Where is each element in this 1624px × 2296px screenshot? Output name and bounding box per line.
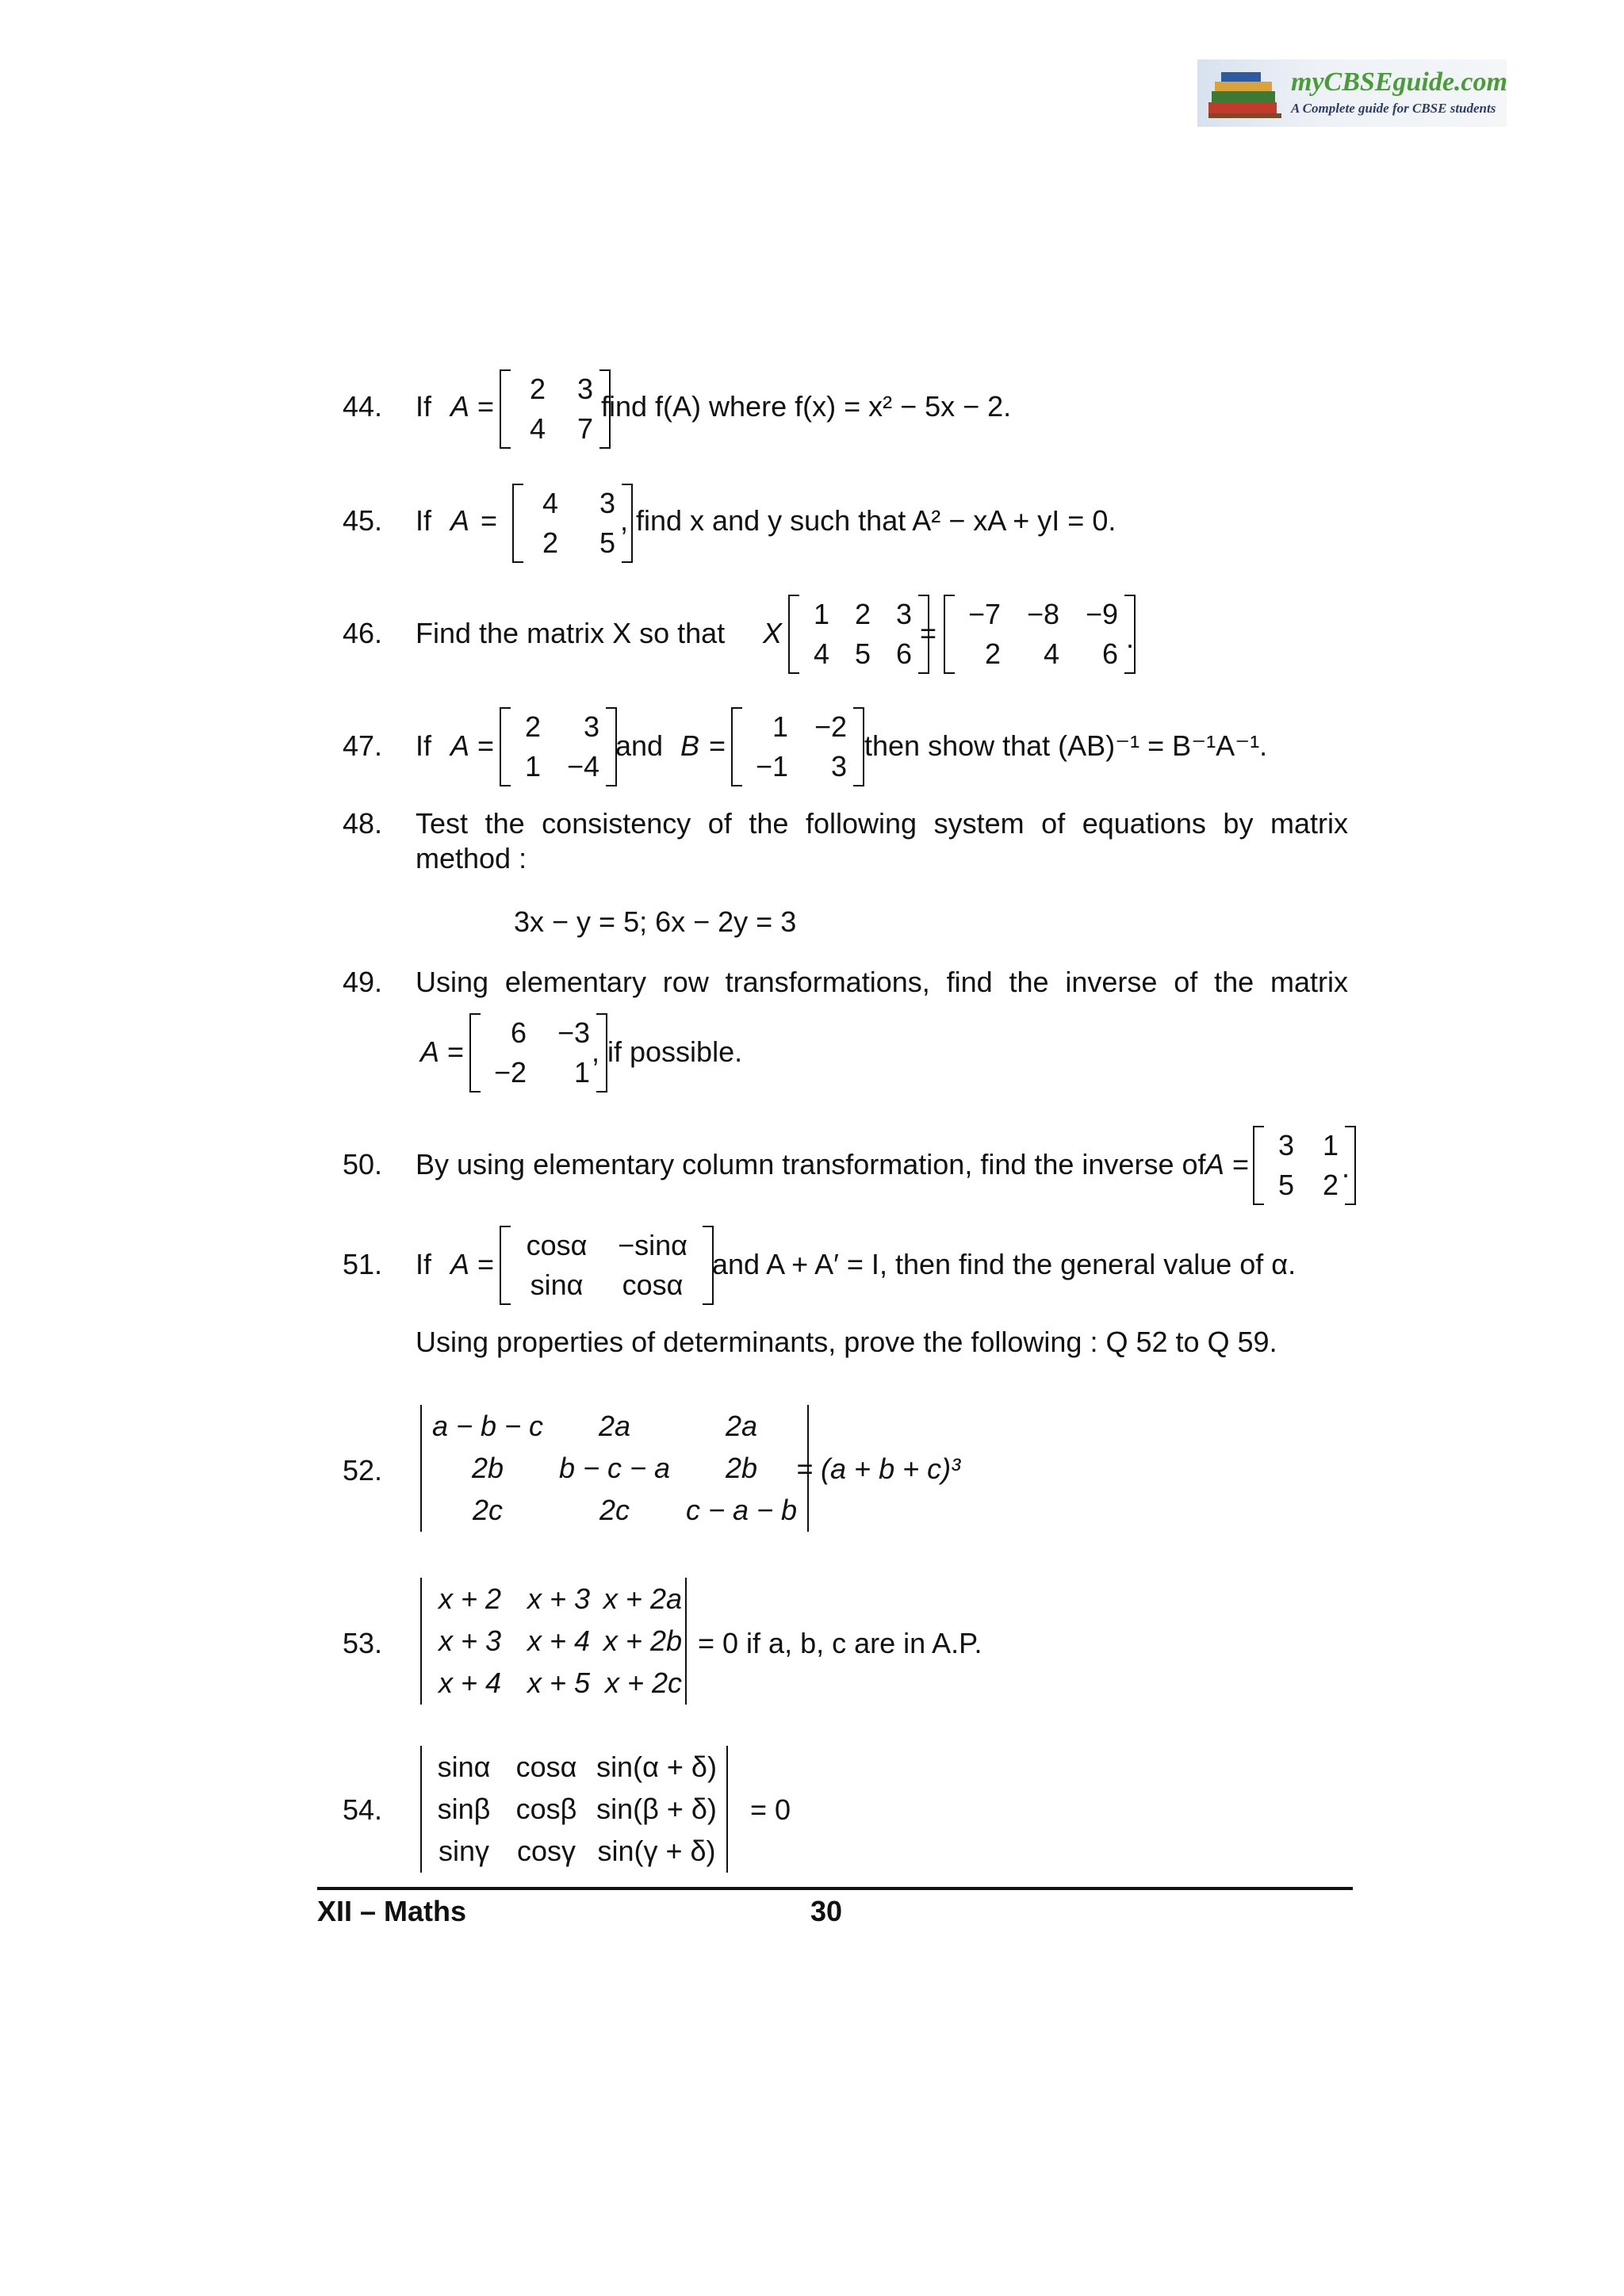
det-cell: b − c − a [558, 1451, 671, 1484]
determinant [420, 1405, 809, 1532]
matrix-cell: 3 [830, 750, 847, 783]
matrix-name: A [1205, 1148, 1225, 1181]
question-number: 54. [343, 1793, 383, 1826]
question-number: 47. [343, 729, 383, 762]
question-number: 53. [343, 1627, 383, 1659]
matrix-cell: 7 [576, 412, 593, 445]
equals-sign: = [477, 1248, 495, 1280]
matrix-cell: 2 [529, 373, 546, 405]
matrix-cell: 5 [599, 526, 615, 559]
matrix-cell: 3 [583, 710, 599, 743]
equals-sign: = [477, 390, 495, 423]
det-cell: c − a − b [685, 1494, 798, 1527]
determinant [420, 1746, 728, 1873]
matrix-cell: 2 [854, 598, 871, 630]
matrix-cell: cosα [526, 1229, 588, 1261]
matrix-name: A [450, 390, 470, 423]
matrix-name: A [450, 729, 470, 762]
matrix-cell: 3 [599, 487, 615, 519]
det-cell: x + 2a [603, 1582, 682, 1615]
section-instruction: Using properties of determinants, prove the following : Q 52 to Q 59. [416, 1326, 1277, 1358]
books-icon [1205, 67, 1285, 121]
matrix-cell: 3 [576, 373, 593, 405]
question-text: and A + A′ = I, then find the general value of α. [712, 1248, 1297, 1280]
matrix-a [512, 484, 633, 563]
if-label: If [416, 729, 432, 762]
period: . [1342, 1151, 1350, 1184]
det-cell: a − b − c [431, 1409, 544, 1442]
matrix-cell: 1 [524, 750, 541, 783]
logo-brand: myCBSEguide.com [1291, 67, 1507, 97]
det-cell: sinβ [437, 1792, 491, 1825]
matrix-cell: 4 [542, 487, 558, 519]
footer-rule [317, 1887, 1353, 1890]
matrix-cell: cosα [622, 1269, 684, 1301]
matrix-a [1253, 1126, 1356, 1205]
site-logo [1197, 59, 1507, 127]
matrix-cell: 2 [984, 637, 1001, 670]
equals-sign: = [920, 617, 937, 649]
det-cell: 2a [598, 1409, 631, 1442]
question-number: 45. [343, 504, 383, 537]
question-number: 48. [343, 807, 383, 840]
matrix-cell: sinα [530, 1269, 584, 1301]
equals-sign: = [481, 504, 498, 537]
if-label: If [416, 390, 432, 423]
matrix-cell: 4 [1043, 637, 1059, 670]
matrix-cell: 6 [1101, 637, 1118, 670]
det-cell: sin(β + δ) [596, 1792, 717, 1825]
matrix-cell: −sinα [618, 1229, 688, 1261]
question-number: 52. [343, 1454, 383, 1487]
matrix-a [469, 1013, 607, 1093]
question-number: 49. [343, 966, 383, 998]
question-text: , if possible. [592, 1035, 743, 1068]
matrix-cell: −2 [814, 710, 847, 743]
det-cell: x + 3 [527, 1582, 590, 1615]
matrix-cell: 6 [510, 1016, 527, 1049]
equals-sign: = [477, 729, 495, 762]
det-cell: x + 2c [604, 1667, 682, 1700]
question-text-cont: method : [416, 842, 527, 874]
det-cell: x + 4 [527, 1624, 590, 1657]
det-cell: sin(γ + δ) [597, 1835, 716, 1868]
matrix-cell: −2 [493, 1056, 527, 1089]
matrix-cell: 1 [1322, 1129, 1339, 1161]
result-expression: = (a + b + c)³ [796, 1452, 961, 1485]
matrix-cell: 1 [573, 1056, 590, 1089]
logo-tagline: A Complete guide for CBSE students [1291, 101, 1496, 116]
matrix-a [500, 1226, 714, 1305]
det-cell: 2c [472, 1494, 504, 1527]
matrix-cell: 5 [1277, 1169, 1294, 1201]
matrix-name: A [420, 1035, 440, 1068]
det-cell: x + 5 [527, 1667, 590, 1700]
and-label: and [615, 729, 664, 762]
question-text: Using elementary row transformations, find the inverse of the matrix [416, 966, 1348, 998]
det-cell: sinγ [438, 1835, 490, 1868]
matrix-cell: −7 [967, 598, 1001, 630]
page-number: 30 [810, 1895, 843, 1927]
matrix-a [500, 369, 611, 449]
matrix-cell: 1 [772, 710, 788, 743]
det-cell: 2a [725, 1409, 758, 1442]
matrix-cell: 3 [895, 598, 912, 630]
matrix-cell: 5 [854, 637, 871, 670]
matrix-cell: −3 [557, 1016, 590, 1049]
equals-sign: = [1232, 1148, 1250, 1181]
question-text: By using elementary column transformation, find the inverse of [416, 1148, 1206, 1181]
matrix-name: A [450, 504, 470, 537]
footer-subject: XII – Maths [317, 1895, 467, 1927]
det-cell: x + 2b [603, 1624, 682, 1657]
det-cell: x + 3 [438, 1624, 501, 1657]
equals-sign: = [447, 1035, 465, 1068]
result-expression: = 0 [750, 1793, 791, 1826]
question-text: Test the consistency of the following system of equations by matrix [416, 807, 1348, 840]
det-cell: cosα [515, 1750, 577, 1783]
period: . [1126, 622, 1135, 654]
matrix-left [788, 595, 929, 674]
det-cell: cosγ [516, 1835, 576, 1868]
matrix-cell: 2 [542, 526, 558, 559]
matrix-cell: −1 [755, 750, 788, 783]
matrix-name: X [763, 617, 783, 649]
det-cell: 2c [599, 1494, 630, 1527]
matrix-name: A [450, 1248, 470, 1280]
question-text: find f(A) where f(x) = x² − 5x − 2. [601, 390, 1012, 423]
matrix-cell: −8 [1026, 598, 1059, 630]
question-text: Find the matrix X so that [416, 617, 726, 649]
equation: 3x − y = 5; 6x − 2y = 3 [514, 905, 797, 938]
question-number: 46. [343, 617, 383, 649]
question-number: 50. [343, 1148, 383, 1181]
matrix-cell: 4 [529, 412, 546, 445]
matrix-b [731, 707, 864, 786]
question-text: then show that (AB)⁻¹ = B⁻¹A⁻¹. [864, 729, 1268, 762]
matrix-cell: 3 [1277, 1129, 1294, 1161]
matrix-cell: 6 [895, 637, 912, 670]
matrix-right [944, 595, 1136, 674]
det-cell: x + 4 [438, 1667, 501, 1700]
determinant [420, 1578, 687, 1705]
det-cell: sin(α + δ) [596, 1750, 717, 1783]
question-number: 51. [343, 1248, 383, 1280]
det-cell: 2b [725, 1451, 758, 1484]
det-cell: sinα [437, 1750, 491, 1783]
if-label: If [416, 504, 432, 537]
matrix-name: B [680, 729, 700, 762]
question-text: , find x and y such that A² − xA + yI = 0. [620, 504, 1116, 537]
det-cell: x + 2 [438, 1582, 501, 1615]
matrix-cell: 4 [813, 637, 829, 670]
matrix-cell: 1 [813, 598, 829, 630]
equals-sign: = [709, 729, 726, 762]
det-cell: 2b [471, 1451, 504, 1484]
matrix-cell: −4 [566, 750, 599, 783]
det-cell: cosβ [515, 1792, 577, 1825]
question-number: 44. [343, 390, 383, 423]
matrix-cell: 2 [1322, 1169, 1339, 1201]
matrix-cell: −9 [1085, 598, 1118, 630]
if-label: If [416, 1248, 432, 1280]
matrix-cell: 2 [524, 710, 541, 743]
matrix-a [500, 707, 617, 786]
result-expression: = 0 if a, b, c are in A.P. [698, 1627, 982, 1659]
